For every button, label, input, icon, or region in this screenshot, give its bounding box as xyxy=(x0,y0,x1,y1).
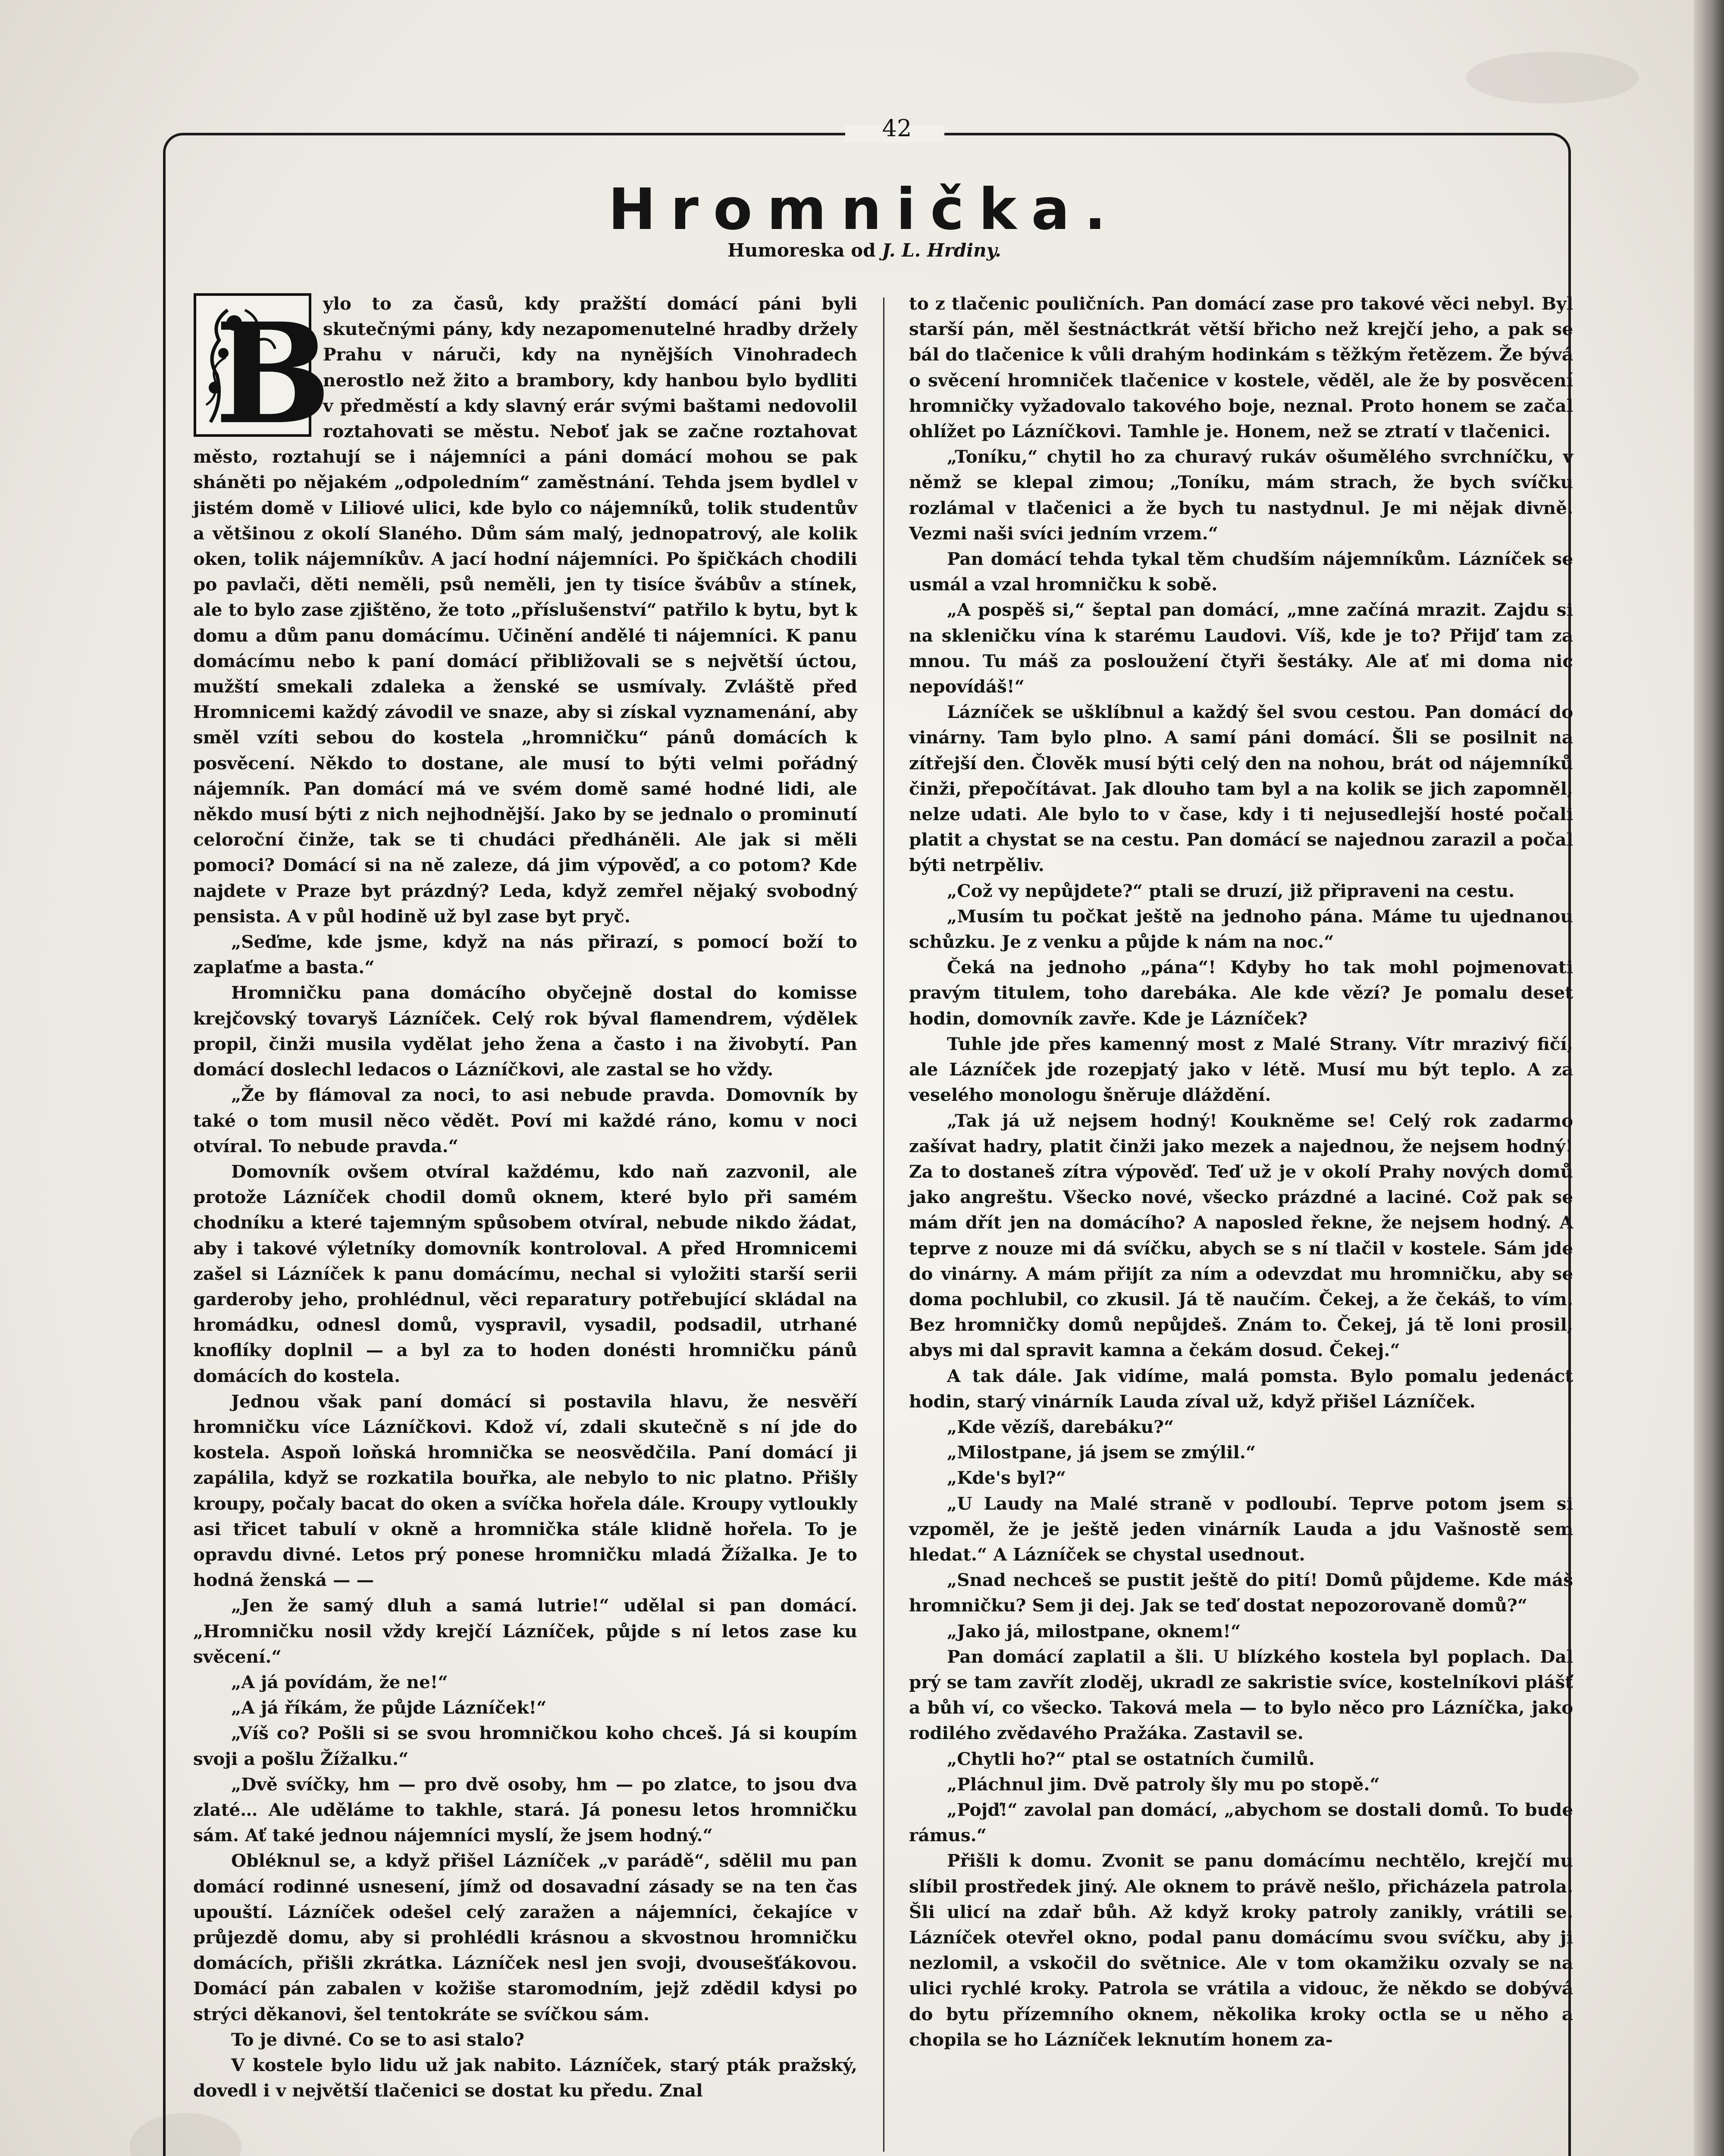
paragraph: „Kde's byl?“ xyxy=(947,1467,1066,1489)
paragraph: ylo to za časů, kdy pražští domácí páni byli skutečnými pány, kdy nezapomenutelné hradby držely Prahu v náruči, kdy na nynějších Vinohradech nerostlo než žito a brambory, kdy hanbou bylo bydliti v předměstí a kdy slavný erár svými baštami nedovolil roztahovati se městu. Neboť jak se začne roztahovat město, roztahují se i nájemníci a páni domácí mohou se pak sháněti po nějakém „odpoledním“ zaměstnání. Tehda jsem bydlel v jistém domě v Liliové ulici, kde bylo co nájemníků, tolik studentův a většinou z okolí Slaného. Dům sám malý, jednopatrový, ale kolik oken, tolik nájemníkův. A jací hodní nájemníci. Po špičkách chodili po pavlači, děti neměli, psů neměli, jen ty tisíce švábův a stínek, ale to bylo zase zjištěno, že toto „příslušenství“ patřilo k bytu, byt k domu a dům panu domácímu. Učinění andělé ti nájemníci. K panu domácímu nebo k paní domácí přibližovali se s největší úctou, mužští smekali zdaleka a ženské se usmívaly. Zvláště před Hromnicemi každý závodil ve snaze, aby si získal vyznamenání, aby směl vzíti sebou do kostela „hromničku“ pánů domácích k posvěcení. Někdo to dostane, ale musí to býti velmi pořádný nájemník. Pan domácí má ve svém domě samé hodné lidi, ale někdo musí býti z nich nejhodnější. Jako by se jednalo o prominutí celoroční činže, tak se ti chudáci předháněli. Ale jak si měli pomoci? Domácí si na ně zaleze, dá jim výpověď, a co potom? Kde najdete v Praze byt prázdný? Leda, když zemřel nějaký svobodný pensista. A v půl hodině už byl zase byt pryč. xyxy=(193,293,857,927)
paragraph: „Že by flámoval za noci, to asi nebude pravda. Domovník by také o tom musil něco vědět. Poví mi každé ráno, komu v noci otvíral. To nebude pravda.“ xyxy=(193,1084,857,1156)
paragraph: „U Laudy na Malé straně v podloubí. Teprve potom jsem si vzpoměl, že je ještě jeden vinárník Lauda a jdu Vašnostě sem hledat.“ A Lázníček se chystal usednout. xyxy=(909,1493,1573,1565)
page-number: 42 xyxy=(882,115,912,142)
ornamental-initial-b-icon xyxy=(193,293,332,455)
paragraph: Obléknul se, a když přišel Lázníček „v parádě“, sdělil mu pan domácí rodinné usnesení, jímž od dosavadní zásady se na ten čas upouští. Lázníček odešel celý zaražen a nájemníci, čekajíce v průjezdě domu, aby si prohlédli krásnou a skvostnou hromničku domácích, přišli zkrátka. Lázníček nesl jen svoji, dvousešťákovou. Domácí pán zabalen v kožiše staromodním, jejž zdědil kdysi po strýci děkanovi, šel tentokráte se svíčkou sám. xyxy=(193,1850,857,2024)
paragraph: „Milostpane, já jsem se zmýlil.“ xyxy=(947,1442,1256,1463)
paragraph: „Snad nechceš se pustit ještě do pití! Domů půjdeme. Kde máš hromničku? Sem ji dej. Jak se teď dostat nepozorovaně domů?“ xyxy=(909,1570,1573,1616)
paragraph: „Pláchnul jim. Dvě patroly šly mu po stopě.“ xyxy=(947,1774,1380,1795)
drop-cap-letter: B xyxy=(214,293,332,455)
paragraph: V kostele bylo lidu už jak nabito. Lázníček, starý pták pražský, dovedl i v největší tlačenici se dostat ku předu. Znal xyxy=(193,2055,857,2101)
paper-stain xyxy=(1466,52,1639,103)
story-title: Hromnička. xyxy=(608,176,1121,243)
story-byline xyxy=(163,240,1566,261)
paragraph: Jednou však paní domácí si postavila hlavu, že nesvěří hromničku více Lázníčkovi. Kdož ví, zdali skutečně s ní jde do kostela. Aspoň loňská hromnička se neosvědčila. Paní domácí ji zapálila, když se rozkatila bouřka, ale nebylo to nic platno. Přišly kroupy, počaly bacat do oken a svíčka hořela dále. Kroupy vytloukly asi třicet tabulí v okně a hromnička stále klidně hořela. To je opravdu divné. Letos prý ponese hromničku mladá Žížalka. Je to hodná ženská — — xyxy=(193,1391,857,1591)
paragraph: „A já povídám, že ne!“ xyxy=(231,1671,448,1692)
paragraph: „Jen že samý dluh a samá lutrie!“ udělal si pan domácí. „Hromničku nosil vždy krejčí Lázníček, půjde s ní letos zase ku svěcení.“ xyxy=(193,1595,857,1667)
author-name: J. L. Hrdiny. xyxy=(882,240,1001,261)
paragraph: Lázníček se ušklíbnul a každý šel svou cestou. Pan domácí do vinárny. Tam bylo plno. A samí páni domácí. Šli se posilnit na zítřejší den. Člověk musí býti celý den na nohou, brát od nájemníků činži, přepočítávat. Jak dlouho tam byl a na kolik se jich zapomněl, nelze udati. Ale bylo to v čase, kdy i ti nejusedlejší hosté počali platit a chystat se na cestu. Pan domácí se najednou zarazil a počal býti netrpěliv. xyxy=(909,702,1573,876)
scan-edge-shadow-right xyxy=(1694,0,1724,2156)
paragraph: „Chytli ho?“ ptal se ostatních čumilů. xyxy=(947,1748,1315,1769)
decorated-initial xyxy=(193,293,332,455)
column-divider xyxy=(883,298,884,2152)
paragraph: „Musím tu počkat ještě na jednoho pána. Máme tu ujednanou schůzku. Je z venku a půjde k nám na noc.“ xyxy=(909,906,1573,953)
paragraph: Přišli k domu. Zvonit se panu domácímu nechtělo, krejčí mu slíbil prostředek jiný. Ale oknem to právě nešlo, přicházela patrola. Šli ulicí na zdař bůh. Až když kroky patroly zanikly, vrátili se. Lázníček otevřel okno, podal panu domácímu svou svíčku, aby ji nezlomil, a vskočil do světnice. Ale v tom okamžiku ozvaly se na ulici rychlé kroky. Patrola se vrátila a vidouc, že někdo se dobývá do bytu přízemního oknem, několika kroky octla se u něho a chopila se ho Lázníček leknutím honem za- xyxy=(909,1850,1573,2050)
paragraph: Pan domácí tehda tykal těm chudším nájemníkům. Lázníček se usmál a vzal hromničku k sobě. xyxy=(909,548,1573,595)
paragraph: Pan domácí zaplatil a šli. U blízkého kostela byl poplach. Dal prý se tam zavřít zloděj, ukradl ze sakristie svíce, kostelníkovi plášť a bůh ví, co všecko. Taková mela — to bylo něco pro Lázníčka, jako rodilého zvědavého Pražáka. Zastavil se. xyxy=(909,1646,1573,1744)
paragraph: „A já říkám, že půjde Lázníček!“ xyxy=(231,1697,547,1718)
paragraph: „Toníku,“ chytil ho za churavý rukáv ošumělého svrchníčku, v němž se klepal zimou; „Toníku, mám strach, že bych svíčku rozlámal v tlačenici a že bych tu nastydnul. Je mi nějak divně. Vezmi naši svíci jedním vrzem.“ xyxy=(909,446,1573,544)
paragraph: „Dvě svíčky, hm — pro dvě osoby, hm — po zlatce, to jsou dva zlaté… Ale uděláme to takhle, stará. Já ponesu letos hromničku sám. Ať také jednou nájemníci myslí, že jsem hodný.“ xyxy=(193,1774,857,1846)
right-column xyxy=(909,291,1573,2156)
paragraph: to z tlačenic pouličních. Pan domácí zase pro takové věci nebyl. Byl starší pán, měl šestnáctkrát větší břicho než krejčí jeho, a pak se bál do tlačenice k vůli drahým hodinkám s těžkým řetězem. Že bývá o svěcení hromniček tlačenice v kostele, věděl, ale že by posvěcení hromničky vyžadovalo takového boje, neznal. Proto honem se začal ohlížet po Lázníčkovi. Tamhle je. Honem, než se ztratí v tlačenici. xyxy=(909,293,1573,442)
left-column xyxy=(193,291,857,2156)
paragraph: Hromničku pana domácího obyčejně dostal do komisse krejčovský tovaryš Lázníček. Celý rok býval flamendrem, výdělek propil, činži musila vydělat jeho žena a často i na živobytí. Pan domácí doslechl ledacos o Lázníčkovi, ale zastal se ho vždy. xyxy=(193,982,857,1080)
paragraph: „Víš co? Pošli si se svou hromničkou koho chceš. Já si koupím svoji a pošlu Žížalku.“ xyxy=(193,1723,857,1769)
paragraph: A tak dále. Jak vidíme, malá pomsta. Bylo pomalu jedenáct hodin, starý vinárník Lauda zíval už, když přišel Lázníček. xyxy=(909,1365,1573,1412)
paragraph: Domovník ovšem otvíral každému, kdo naň zazvonil, ale protože Lázníček chodil domů oknem, které bylo při samém chodníku a které tajemným spůsobem otvíral, nebude nikdo žádat, aby i takové výletníky domovník kontroloval. A před Hromnicemi zašel si Lázníček k panu domácímu, nechal si vyložiti starší serii garderoby jeho, prohlédnul, věci reparatury potřebující skládal na hromádku, odnesl domů, vyspravil, vysadil, podsadil, utrhané knoflíky doplnil — a byl za to hoden donésti hromničku pánů domácích do kostela. xyxy=(193,1161,857,1386)
paragraph: To je divné. Co se to asi stalo? xyxy=(231,2029,525,2050)
paragraph: „A pospěš si,“ šeptal pan domácí, „mne začíná mrazit. Zajdu si na skleničku vína k starému Laudovi. Víš, kde je to? Přijď tam za mnou. Tu máš za posloužení čtyři šestáky. Ale ať mi doma nic nepovídáš!“ xyxy=(909,599,1573,697)
paragraph: „Tak já už nejsem hodný! Koukněme se! Celý rok zadarmo zašívat hadry, platit činži jako mezek a najednou, že nejsem hodný! Za to dostaneš zítra výpověď. Teď už je v okolí Prahy nových domů jako angreštu. Všecko nové, všecko prázdné a laciné. Což pak se mám dřít jen na domácího? A naposled řekne, že nejsem hodný. A teprve z nouze mi dá svíčku, abych se s ní tlačil v kostele. Sám jde do vinárny. A mám přijít za ním a odevzdat mu hromničku, aby se doma pochlubil, co zkusil. Já tě naučím. Čekej, a že čekáš, to vím. Bez hromničky domů nepůjdeš. Znám to. Čekej, já tě loni prosil, abys mi dal spravit kamna a čekám dosud. Čekej.“ xyxy=(909,1110,1573,1361)
paragraph: „Pojď!“ zavolal pan domácí, „abychom se dostali domů. To bude rámus.“ xyxy=(909,1799,1573,1846)
paragraph: „Kde vězíš, darebáku?“ xyxy=(947,1416,1174,1437)
paragraph: „Seďme, kde jsme, když na nás přirazí, s pomocí boží to zaplaťme a basta.“ xyxy=(193,931,857,978)
paragraph: Tuhle jde přes kamenný most z Malé Strany. Vítr mrazivý fičí, ale Lázníček jde rozepjatý jako v létě. Musí mu být teplo. A za veselého monologu šněruje dláždění. xyxy=(909,1033,1573,1106)
paragraph: Čeká na jednoho „pána“! Kdyby ho tak mohl pojmenovati pravým titulem, toho darebáka. Ale kde vězí? Je pomalu deset hodin, domovník zavře. Kde je Lázníček? xyxy=(909,957,1573,1029)
paragraph: „Jako já, milostpane, oknem!“ xyxy=(947,1620,1241,1642)
paragraph: „Což vy nepůjdete?“ ptali se druzí, již připraveni na cestu. xyxy=(947,880,1515,901)
byline-prefix: Humoreska od xyxy=(727,240,876,261)
